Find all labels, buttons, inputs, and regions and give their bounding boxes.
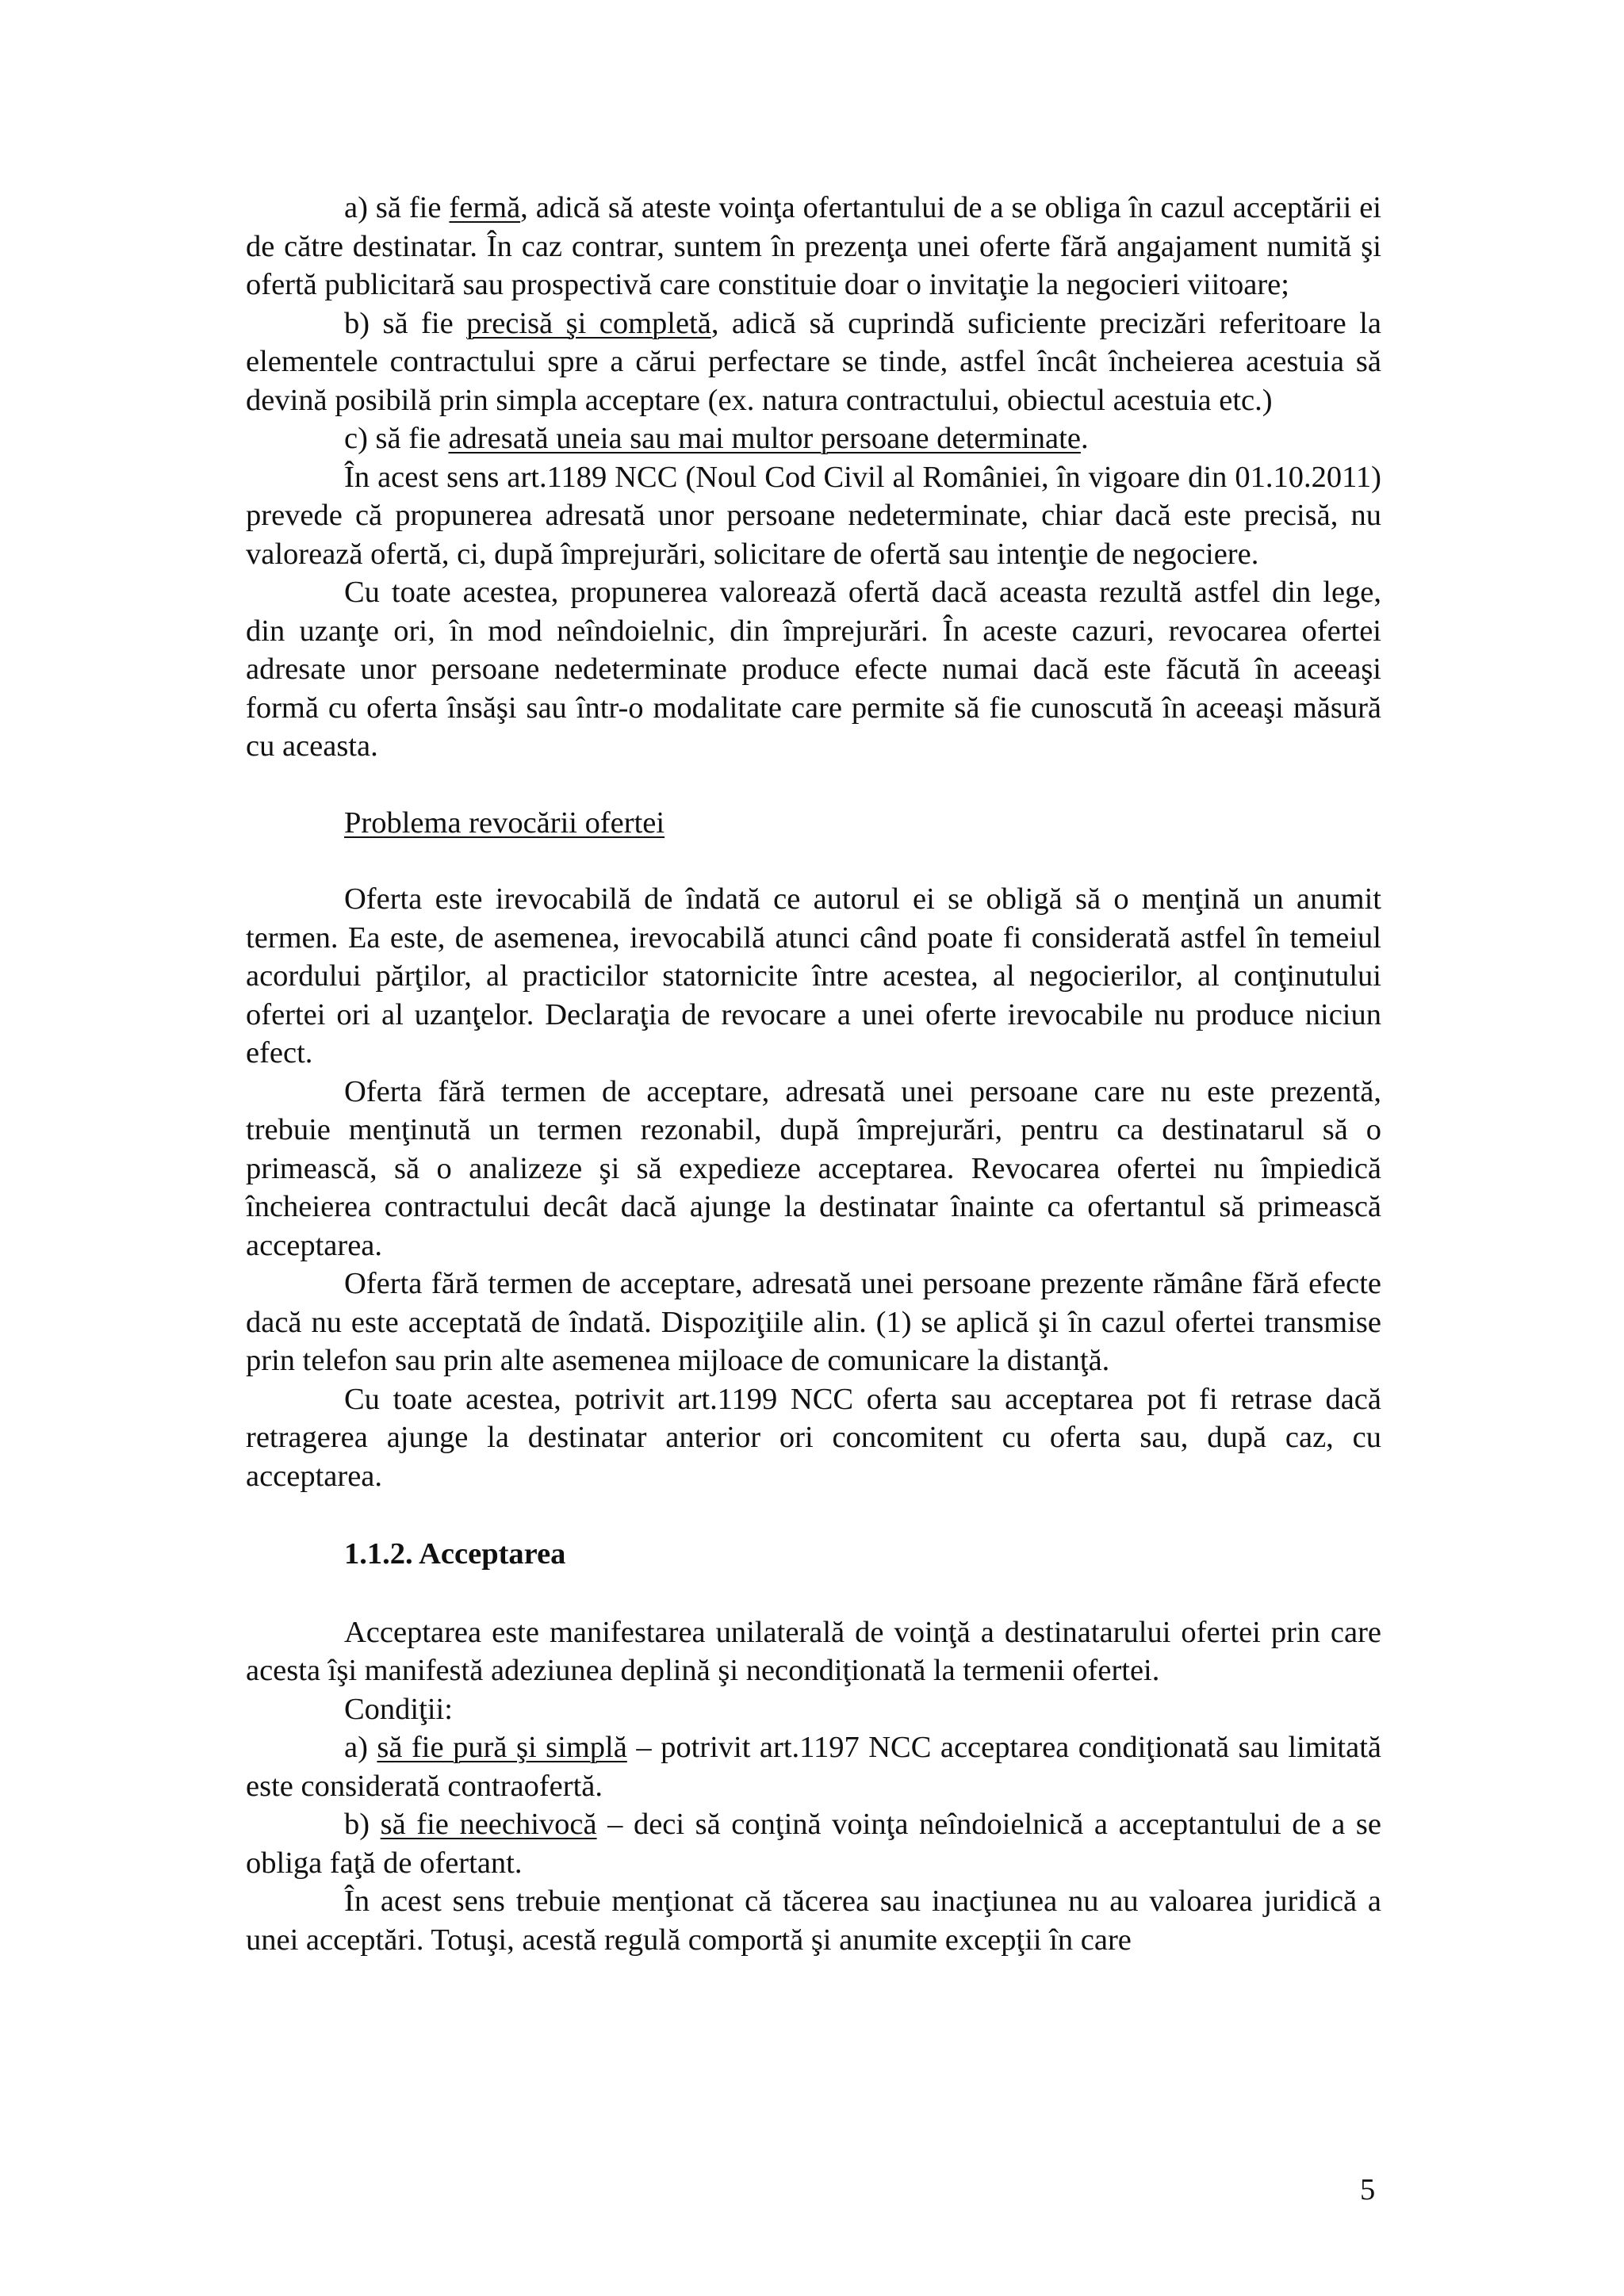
spacer xyxy=(246,1495,1381,1535)
paragraph-absent-person: Oferta fără termen de acceptare, adresată unei persoane care nu este prezentă, trebuie menţinută un termen rezonabil, după împrejurări, pentru ca destinatarul să o primească, să o analizeze şi să expedieze acceptarea. Revocarea ofertei nu împiedică încheierea contractului decât dacă ajunge la destinatar înainte ca ofertantul să primească acceptarea. xyxy=(246,1074,1381,1262)
text: . xyxy=(1080,422,1089,455)
text: a) să fie xyxy=(344,191,450,224)
underlined-term: să fie neechivocă xyxy=(380,1808,597,1841)
underlined-term: fermă xyxy=(449,191,521,224)
section-heading-acceptance: 1.1.2. Acceptarea xyxy=(344,1537,566,1571)
spacer xyxy=(246,842,1381,880)
paragraph-acceptance-definition: Acceptarea este manifestarea unilaterală de voinţă a destinatarului ofertei prin care acesta îşi manifestă adeziunea deplină şi necondiţionată la termenii ofertei. xyxy=(246,1615,1381,1687)
document-page xyxy=(246,189,1381,1959)
text: b) xyxy=(344,1808,381,1841)
spacer xyxy=(246,1574,1381,1613)
paragraph-pure-simple xyxy=(246,1728,1381,1805)
heading-text: Problema revocării ofertei xyxy=(344,806,665,840)
paragraph-irrevocable: Oferta este irevocabilă de îndată ce autorul ei se obligă să o menţină un anumit termen. Ea este, de asemenea, irevocabilă atunci când poate fi considerată astfel în temeiul acordului părţilor, al practicilor statornicite între acestea, al negocierilor, al conţinutului ofertei ori al uzanţelor. Declaraţia de revocare a unei oferte irevocabile nu produce niciun efect. xyxy=(246,882,1381,1070)
paragraph-offer-addressed xyxy=(246,419,1381,458)
paragraph-art-1199: Cu toate acestea, potrivit art.1199 NCC oferta sau acceptarea pot fi retrase dacă retragerea ajunge la destinatar anterior ori concomitent cu oferta sau, după caz, cu acceptarea. xyxy=(246,1382,1381,1493)
paragraph-exceptions: Cu toate acestea, propunerea valorează ofertă dacă aceasta rezultă astfel din lege, din uzanţe ori, în mod neîndoielnic, din împrejurări. În aceste cazuri, revocarea ofertei adresate unor persoane nedeterminate produce efecte numai dacă este făcută în aceeaşi formă cu oferta însăşi sau într-o modalitate care permite să fie cunoscută în aceeaşi măsură cu aceasta. xyxy=(246,576,1381,763)
text: – potrivit art.1197 NCC acceptarea condiţionată sau limitată este considerată contraofertă. xyxy=(246,1731,1381,1803)
paragraph-unequivocal xyxy=(246,1805,1381,1882)
text: , adică să ateste voinţa ofertantului de a se obliga în cazul acceptării ei de către destinatar. În caz contrar, suntem în prezenţa unei oferte fără angajament numită şi ofertă publicitară sau prospectivă care constituie doar o invitaţie la negocieri viitoare; xyxy=(246,191,1382,301)
text: , adică să cuprindă suficiente precizări referitoare la elementele contractului spre a cărui perfectare se tinde, astfel încât încheierea acestuia să devină posibilă prin simpla acceptare (ex. natura contractului, obiectul acestuia etc.) xyxy=(246,306,1381,417)
paragraph-present-person: Oferta fără termen de acceptare, adresată unei persoane prezente rămâne fără efecte dacă nu este acceptată de îndată. Dispoziţiile alin. (1) se aplică şi în cazul ofertei transmise prin telefon sau prin alte asemenea mijloace de comunicare la distanţă. xyxy=(246,1267,1381,1377)
spacer xyxy=(246,766,1381,804)
text: a) xyxy=(344,1731,377,1764)
underlined-term: adresată uneia sau mai multor persoane determinate xyxy=(448,422,1081,455)
underlined-term: precisă şi completă xyxy=(466,306,711,340)
paragraph-offer-precise xyxy=(246,304,1381,420)
paragraph-art-1189: În acest sens art.1189 NCC (Noul Cod Civil al României, în vigoare din 01.10.2011) prevede că propunerea adresată unor persoane nedeterminate, chiar dacă este precisă, nu valorează ofertă, ci, după împrejurări, solicitare de ofertă sau intenţie de negociere. xyxy=(246,460,1381,571)
text: c) să fie xyxy=(344,422,449,455)
section-heading-revocation xyxy=(246,804,1381,843)
paragraph-conditions-label: Condiţii: xyxy=(344,1692,453,1726)
text: b) să fie xyxy=(344,306,467,340)
text: – deci să conţină voinţa neîndoielnică a acceptantului de a se obliga faţă de ofertant. xyxy=(246,1808,1381,1880)
page-number: 5 xyxy=(1360,2173,1376,2206)
underlined-term: să fie pură şi simplă xyxy=(377,1731,627,1764)
paragraph-silence: În acest sens trebuie menţionat că tăcerea sau inacţiunea nu au valoarea juridică a unei acceptări. Totuşi, acestă regulă comportă şi anumite excepţii în care xyxy=(246,1885,1381,1957)
paragraph-offer-firm xyxy=(246,189,1381,304)
